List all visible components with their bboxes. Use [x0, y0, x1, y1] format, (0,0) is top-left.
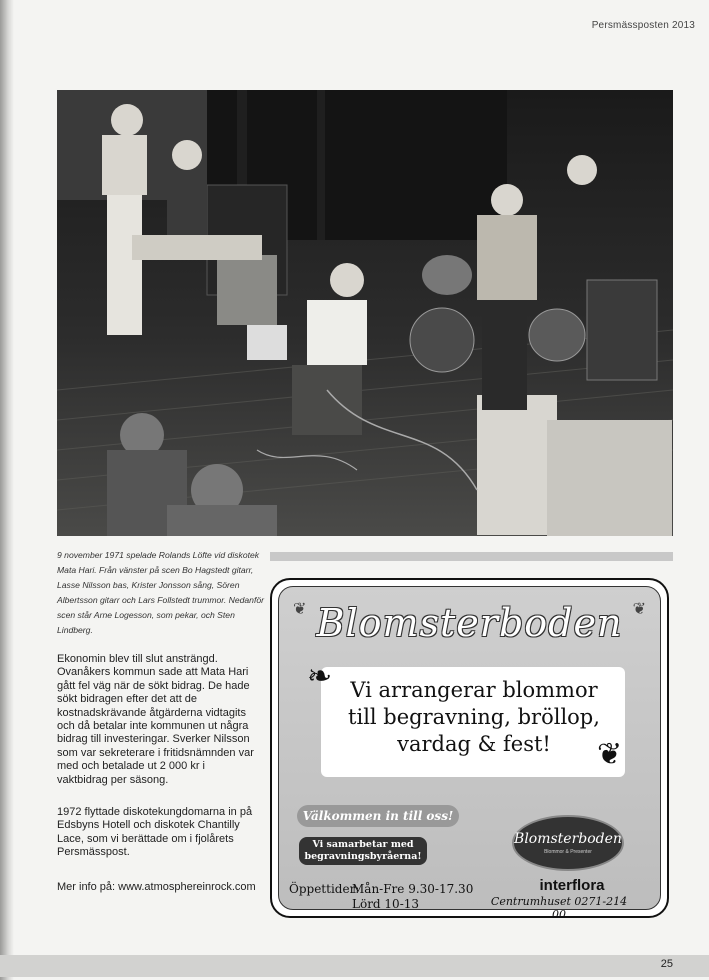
ornament-icon: ❦	[632, 599, 646, 618]
article-paragraph-1: Ekonomin blev till slut ansträngd. Ovanåkers kommun sade att Mata Hari gått fel väg när de sökt bidrag. De hade sökt bidragen efter det att de kostnadskrävande åtgärderna vidtagits och då betalar inte kommunen ut några bidrag till investeringar. Sverker Nilsson som var sekreterare i fritidsnämnden var med och betalade ut 2 000 kr i vaktbidrag per säsong.	[57, 653, 254, 786]
ad-title: Blomsterboden	[316, 601, 623, 645]
logo-name: Blomsterboden	[514, 831, 622, 847]
article-paragraph-3: Mer info på: www.atmosphereinrock.com	[57, 881, 256, 893]
interflora-logo: interflora	[539, 877, 605, 894]
photo-caption: 9 november 1971 spelade Rolands Löfte vid diskotek Mata Hari. Från vänster på scen Bo Hagstedt gitarr, Lasse Nilsson bas, Krister Jonsson sång, Sören Albertsson gitarr och Lars Follstedt trummor. Nedanför scen står Arne Logesson, som pekar, och Sten Lindberg.	[57, 550, 264, 635]
grey-divider-bar	[270, 552, 673, 561]
publication-header: Persmässposten 2013	[591, 20, 695, 31]
footer-bar	[0, 955, 709, 977]
band-photo-illustration	[57, 90, 673, 536]
ad-message: Vi arrangerar blommor till begravning, bröllop, vardag & fest!	[348, 678, 600, 756]
article-paragraph-2: 1972 flyttade diskotekungdomarna in på Edsbyns Hotell och diskotek Chantilly Lace, som vi berättade om i fjolårets Persmässpost.	[57, 806, 253, 859]
page-spine-shadow	[0, 0, 14, 980]
blomsterboden-advertisement	[270, 578, 669, 921]
welcome-banner: Välkommen in till oss!	[297, 805, 459, 827]
logo-subtitle: Blommor & Presenter	[544, 849, 592, 855]
flourish-icon: ❦	[597, 737, 623, 772]
collaboration-badge: Vi samarbetar med begravningsbyråerna!	[299, 837, 427, 865]
opening-hours-label: Öppettider:	[289, 882, 360, 896]
shop-address-phone: Centrumhuset 0271-214 00	[490, 895, 628, 921]
band-photo	[57, 90, 673, 536]
ornament-icon: ❦	[293, 599, 307, 618]
shop-logo	[512, 815, 624, 871]
ad-frame	[278, 586, 661, 921]
flourish-icon: ❧	[307, 659, 333, 694]
opening-hours	[352, 882, 473, 912]
page-number: 25	[660, 958, 673, 970]
hours-saturday: Lörd 10-13	[352, 897, 420, 911]
hours-weekday: Mån-Fre 9.30-17.30	[352, 882, 474, 896]
